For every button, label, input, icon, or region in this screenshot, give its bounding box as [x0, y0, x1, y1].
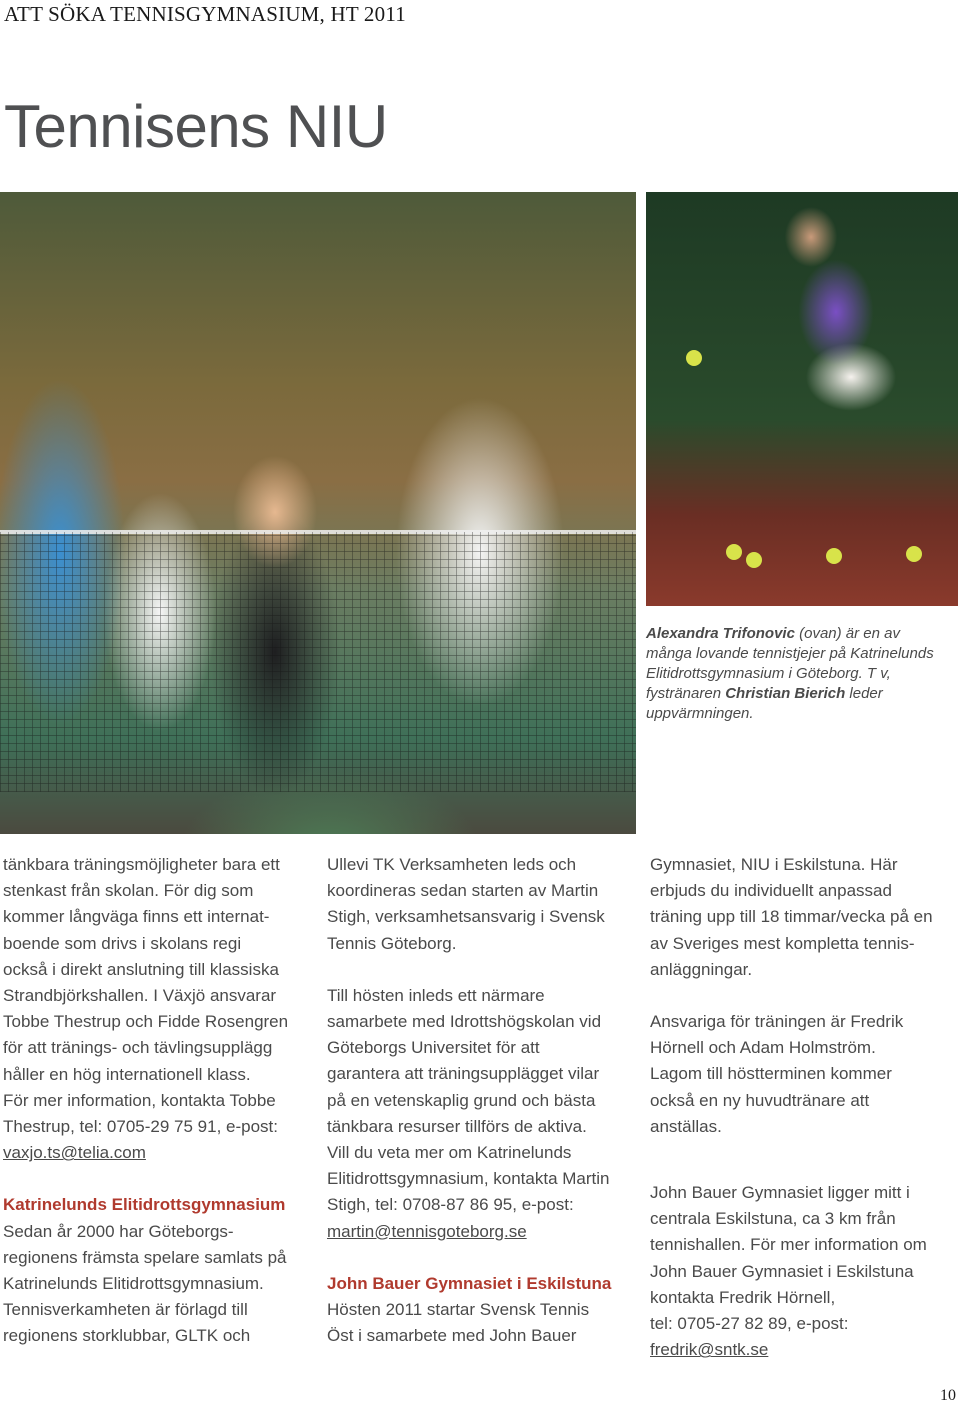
text-line: regionens storklubbar, GLTK och [3, 1326, 251, 1346]
caption-text-2: leder uppvärmningen. [646, 685, 883, 722]
text-line: boende som drivs i skolans regi [3, 933, 242, 953]
text-line: Hösten 2011 startar Svensk Tennis [327, 1300, 590, 1320]
section-heading-john-bauer: John Bauer Gymnasiet i Eskilstuna [327, 1273, 612, 1293]
text-line: Till hösten inleds ett närmare [327, 985, 545, 1005]
caption-name-1: Alexandra Trifonovic [646, 625, 795, 642]
tennis-ball [746, 552, 762, 568]
text-line: tänkbara resurser tillförs de aktiva. [327, 1116, 587, 1136]
text-line: regionens främsta spelare samlats på [3, 1247, 287, 1267]
text-line: Ansvariga för träningen är Fredrik [650, 1012, 904, 1032]
text-line: garantera att träningsupplägget vilar [327, 1064, 600, 1084]
caption-name-2: Christian Bierich [725, 685, 846, 702]
text-line: kommer långväga finns ett internat- [3, 907, 270, 927]
text-column-2 [327, 852, 639, 1349]
photo-warmup-running [0, 192, 636, 834]
email-link-martin[interactable]: martin@tennisgoteborg.se [327, 1221, 527, 1241]
caption-text-1: (ovan) är en av många lovande tennistjejer på Katrinelunds Elitidrottsgymnasium i Göteborg. T v, fystränaren [646, 625, 934, 702]
text-line: stenkast från skolan. För dig som [3, 881, 254, 901]
text-column-1 [3, 852, 315, 1350]
section-heading-katrinelunds: Katrinelunds Elitidrottsgymnasium [3, 1195, 286, 1215]
text-line: koordineras sedan starten av Martin [327, 881, 599, 901]
text-line: Gymnasiet, NIU i Eskilstuna. Här [650, 855, 898, 874]
tennis-ball [826, 548, 842, 564]
page-number: 10 [940, 1387, 956, 1404]
text-line: Öst i samarbete med John Bauer [327, 1326, 577, 1346]
text-line: Hörnell och Adam Holmström. [650, 1038, 876, 1058]
text-line: på en vetenskaplig grund och bästa [327, 1090, 596, 1110]
text-line: för att tränings- och tävlingsupplägg [3, 1038, 273, 1058]
text-line: erbjuds du individuellt anpassad [650, 881, 892, 901]
text-line: Lagom till höstterminen kommer [650, 1064, 892, 1084]
email-link-vaxjo[interactable]: vaxjo.ts@telia.com [3, 1143, 146, 1163]
tennis-ball [726, 544, 742, 560]
text-column-3 [650, 852, 960, 1363]
text-line: Strandbjörkshallen. I Växjö ansvarar [3, 986, 277, 1006]
text-line: Ullevi TK Verksamheten leds och [327, 855, 577, 874]
text-line: tel: 0705-27 82 89, e-post: [650, 1314, 849, 1334]
text-line: Tennis Göteborg. [327, 933, 457, 953]
text-line: tennishallen. För mer information om [650, 1235, 927, 1255]
text-line: John Bauer Gymnasiet ligger mitt i [650, 1183, 910, 1203]
text-line: samarbete med Idrottshögskolan vid [327, 1012, 602, 1032]
tennis-net [0, 532, 636, 792]
text-line: av Sveriges mest kompletta tennis- [650, 933, 915, 953]
text-line: träning upp till 18 timmar/vecka på en [650, 907, 933, 927]
text-line: också i direkt anslutning till klassiska [3, 959, 279, 979]
photo-caption [646, 624, 946, 724]
text-line: håller en hög internationell klass. [3, 1064, 251, 1084]
text-line: Elitidrottsgymnasium, kontakta Martin [327, 1169, 610, 1189]
text-line: anläggningar. [650, 959, 753, 979]
text-line: Katrinelunds Elitidrottsgymnasium. [3, 1274, 264, 1294]
text-line: centrala Eskilstuna, ca 3 km från [650, 1209, 896, 1229]
text-line: Stigh, tel: 0708-87 86 95, e-post: [327, 1195, 574, 1215]
text-line: För mer information, kontakta Tobbe [3, 1090, 276, 1110]
text-line: Sedan år 2000 har Göteborgs- [3, 1221, 234, 1241]
text-line: anställas. [650, 1116, 722, 1136]
text-line: John Bauer Gymnasiet i Eskilstuna [650, 1261, 914, 1281]
text-line: kontakta Fredrik Hörnell, [650, 1287, 836, 1307]
text-line: tänkbara träningsmöjligheter bara ett [3, 855, 280, 874]
page-title: Tennisens NIU [4, 93, 388, 160]
tennis-ball [906, 546, 922, 562]
text-line: Tobbe Thestrup och Fidde Rosengren [3, 1012, 289, 1032]
running-header: ATT SÖKA TENNISGYMNASIUM, HT 2011 [4, 2, 406, 26]
text-line: också en ny huvudtränare att [650, 1090, 870, 1110]
text-line: Thestrup, tel: 0705-29 75 91, e-post: [3, 1117, 279, 1137]
text-line: Stigh, verksamhetsansvarig i Svensk [327, 907, 605, 927]
email-link-fredrik[interactable]: fredrik@sntk.se [650, 1340, 769, 1360]
text-line: Vill du veta mer om Katrinelunds [327, 1143, 572, 1163]
text-line: Göteborgs Universitet för att [327, 1038, 540, 1058]
text-line: Tennisverkamheten är förlagd till [3, 1300, 248, 1320]
photo-player-forehand [646, 192, 958, 606]
tennis-ball [686, 350, 702, 366]
